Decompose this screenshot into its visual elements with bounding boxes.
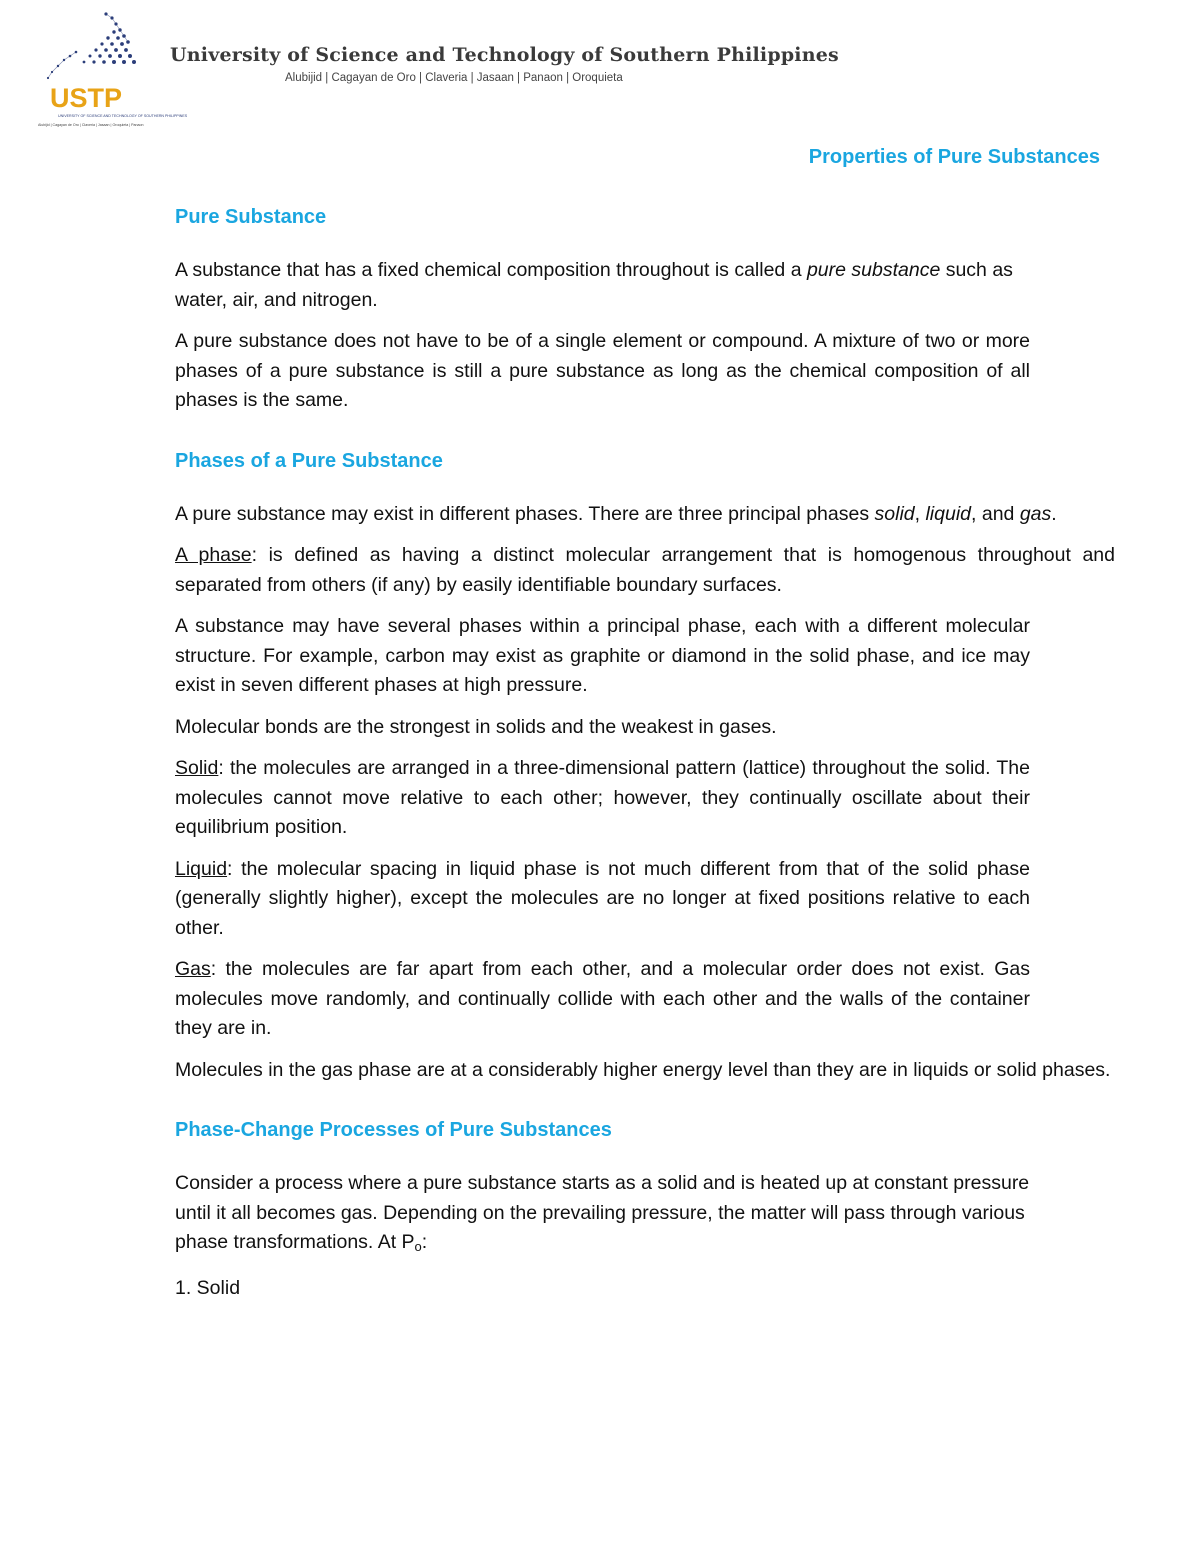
paragraph: A pure substance does not have to be of a single element or compound. A mixture of two or more phases of a pure substance is still a pure substance as long as the chemical composition of all phases is the same. (175, 330, 1030, 411)
paragraph: Consider a process where a pure substance starts as a solid and is heated up at constant pressure until it all becomes gas. Depending on the prevailing pressure, the matter will pass through various phase transformations. At $P_o$: (175, 1172, 1030, 1254)
campus-list: Alubijid | Cagayan de Oro | Claveria | Jasaan | Panaon | Oroquieta (285, 72, 623, 84)
paragraph: Molecules in the gas phase are at a considerably higher energy level than they are in liquids or solid phases. (175, 1058, 1111, 1081)
list-item: 1. Solid (175, 1276, 241, 1299)
svg-text:USTP: USTP (50, 83, 123, 113)
ustp-logo-graphic (36, 8, 188, 136)
term-liquid-def: Liquid (175, 857, 228, 880)
paragraph: A substance may have several phases within a principal phase, each with a different molecular structure. For example, carbon may exist as graphite or diamond in the solid phase, and ice may exist in seven different phases at high pressure. (175, 615, 1030, 696)
document-body (175, 202, 1115, 1333)
term-a-phase: A phase (175, 544, 252, 566)
term-solid: solid (874, 502, 915, 525)
paragraph: Solid: the molecules are arranged in a three-dimensional pattern (lattice) throughout the solid. The molecules cannot move relative to each other; however, they continually oscillate about their equilibrium position. (175, 757, 1030, 838)
svg-text:UNIVERSITY OF SCIENCE AND TECH: UNIVERSITY OF SCIENCE AND TECHNOLOGY OF SOUTHERN PHILIPPINES (58, 114, 188, 118)
heading-pure-substance: Pure Substance (175, 206, 327, 228)
section-phases (175, 446, 1115, 1086)
paragraph: Gas: the molecules are far apart from each other, and a molecular order does not exist. Gas molecules move randomly, and continually collide with each other and the walls of the container they are in. (175, 958, 1030, 1039)
heading-phases: Phases of a Pure Substance (175, 449, 443, 472)
document-title: Properties of Pure Substances (808, 146, 1100, 168)
heading-phase-change: Phase-Change Processes of Pure Substances (175, 1119, 612, 1141)
ustp-logo (36, 8, 188, 136)
paragraph: Molecular bonds are the strongest in solids and the weakest in gases. (175, 715, 777, 738)
paragraph: A phase: is defined as having a distinct molecular arrangement that is homogenous throughout and separated from others (if any) by easily identifiable boundary surfaces. (175, 544, 1115, 596)
term-gas-def: Gas (175, 958, 211, 980)
term-gas: gas (1019, 502, 1052, 525)
term-solid-def: Solid (175, 757, 219, 779)
paragraph: Liquid: the molecular spacing in liquid phase is not much different from that of the solid phase (generally slightly higher), except the molecules are no longer at fixed positions relative to each other. (175, 857, 1030, 939)
term-pure-substance: pure substance (806, 259, 941, 281)
svg-text:Alubijid | Cagayan de Oro | Cl: Alubijid | Cagayan de Oro | Claveria | Jasaan | Oroquieta | Panaon (38, 123, 144, 127)
university-name: University of Science and Technology of Southern Philippines (170, 44, 839, 66)
paragraph: A pure substance may exist in different phases. There are three principal phases solid, liquid, and gas. (175, 502, 1057, 525)
term-liquid: liquid (925, 502, 972, 525)
section-pure-substance (175, 202, 1115, 416)
section-phase-change (175, 1115, 1115, 1303)
paragraph: A substance that has a fixed chemical composition throughout is called a pure substance such as water, air, and nitrogen. (175, 259, 1013, 311)
